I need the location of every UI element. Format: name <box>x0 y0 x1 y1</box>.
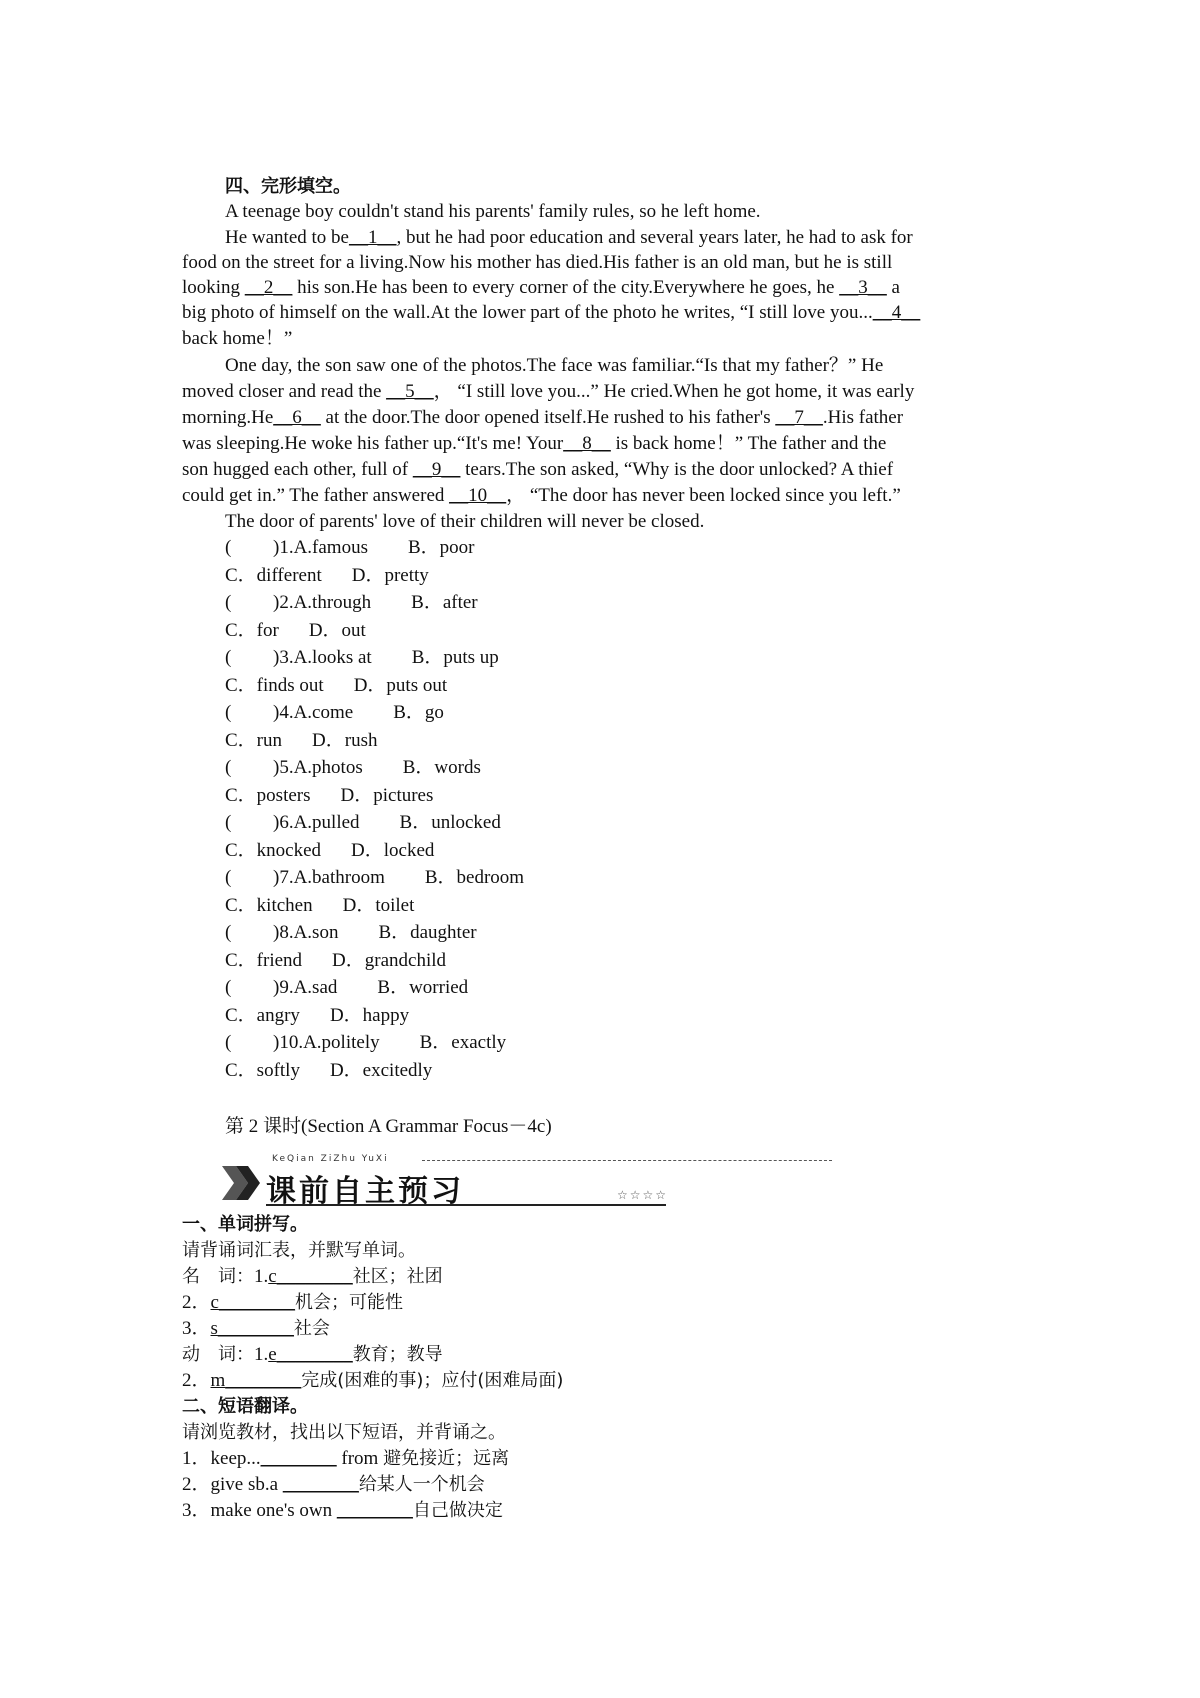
phrase-blank: ________ <box>336 1500 413 1521</box>
question-line-ab: ( )5.A.photos B．words <box>225 757 481 778</box>
option-c: C．friend <box>225 950 303 971</box>
option-d: D．out <box>308 620 366 641</box>
option-c: C．kitchen <box>225 895 313 916</box>
passage-line: morning.He__6__ at the door.The door opened itself.He rushed to his father's __7__.His father <box>182 407 904 428</box>
passage-line: was sleeping.He woke his father up.“It's me! Your__8__ is back home！” The father and the <box>182 433 887 454</box>
option-d: D．puts out <box>353 675 448 696</box>
option-d: D．pretty <box>351 565 429 586</box>
answer-paren[interactable]: ( <box>225 977 232 998</box>
option-a: A.politely <box>303 1032 380 1053</box>
cloze-blank-1: __1__ <box>348 227 397 248</box>
answer-paren[interactable]: ( <box>225 592 232 613</box>
question-line-cd <box>225 785 433 807</box>
part1-heading: 一、单词拼写。 <box>182 1214 308 1235</box>
word-blank: ________ <box>276 1266 353 1287</box>
passage-line: One day, the son saw one of the photos.The face was familiar.“Is that my father？” He <box>225 355 884 376</box>
option-a: A.looks at <box>293 647 372 668</box>
cloze-blank-9: __9__ <box>412 459 461 480</box>
cloze-blank-8: __8__ <box>563 433 611 454</box>
answer-paren[interactable]: ( <box>225 757 232 778</box>
option-d: D．locked <box>351 840 435 861</box>
section-banner <box>222 1154 668 1209</box>
option-d: D．grandchild <box>332 950 447 971</box>
banner-dashed-rule <box>422 1160 832 1161</box>
verb-item: 动 词：1.e________教育；教导 <box>182 1344 443 1365</box>
answer-paren[interactable]: ( <box>225 702 232 723</box>
word-blank: ________ <box>218 1292 295 1313</box>
cloze-blank-10: __10__ <box>449 485 507 506</box>
question-line-cd <box>225 840 434 862</box>
question-line-ab: ( )1.A.famous B．poor <box>225 537 475 558</box>
passage-line: food on the street for a living.Now his mother has died.His father is an old man, but he is still <box>182 252 893 273</box>
option-c: C．softly <box>225 1060 300 1081</box>
question-line-cd <box>225 895 414 917</box>
phrase-blank: ________ <box>282 1474 359 1495</box>
option-c: C．posters <box>225 785 311 806</box>
cloze-blank-5: __5__ <box>386 381 434 402</box>
phrase-item: 1．keep...________ from 避免接近；远离 <box>182 1448 510 1469</box>
passage-line: He wanted to be__1__, but he had poor education and several years later, he had to ask for <box>225 227 913 248</box>
passage-line: son hugged each other, full of __9__ tears.The son asked, “Why is the door unlocked? A thief <box>182 459 894 480</box>
question-line-ab: ( )8.A.son B．daughter <box>225 922 477 943</box>
banner-rule <box>266 1204 666 1206</box>
question-line-cd <box>225 1005 409 1027</box>
option-b: B．puts up <box>411 647 499 668</box>
option-a: A.come <box>293 702 354 723</box>
answer-paren[interactable]: ( <box>225 922 232 943</box>
banner-subtitle: KeQian ZiZhu YuXi <box>272 1154 389 1164</box>
cloze-blank-6: __6__ <box>273 407 321 428</box>
passage-line: back home！” <box>182 328 293 349</box>
option-b: B．go <box>393 702 444 723</box>
word-blank: ________ <box>217 1318 294 1339</box>
passage-line: could get in.” The father answered __10__， “The door has never been locked since you left.” <box>182 485 901 506</box>
option-b: B．poor <box>407 537 475 558</box>
option-c: C．for <box>225 620 279 641</box>
question-line-cd <box>225 565 429 587</box>
option-d: D．happy <box>329 1005 410 1026</box>
section-heading: 四、完形填空。 <box>225 176 351 197</box>
option-d: D．excitedly <box>329 1060 433 1081</box>
phrase-item: 2．give sb.a ________给某人一个机会 <box>182 1474 485 1495</box>
option-b: B．bedroom <box>424 867 525 888</box>
option-d: D．pictures <box>340 785 434 806</box>
option-a: A.photos <box>293 757 363 778</box>
option-b: B．unlocked <box>399 812 501 833</box>
question-line-ab: ( )4.A.come B．go <box>225 702 444 723</box>
word-blank: ________ <box>276 1344 353 1365</box>
option-a: A.pulled <box>293 812 360 833</box>
question-line-ab: ( )6.A.pulled B．unlocked <box>225 812 501 833</box>
answer-paren[interactable]: ( <box>225 537 232 558</box>
passage-line: big photo of himself on the wall.At the lower part of the photo he writes, “I still love you...__4__ <box>182 302 921 323</box>
option-c: C．knocked <box>225 840 322 861</box>
answer-paren[interactable]: ( <box>225 647 232 668</box>
part2-heading: 二、短语翻译。 <box>182 1396 308 1417</box>
option-c: C．different <box>225 565 322 586</box>
option-a: A.through <box>293 592 372 613</box>
answer-paren[interactable]: ( <box>225 812 232 833</box>
noun-item: 名 词：1.c________社区；社团 <box>182 1266 443 1287</box>
question-line-cd <box>225 620 366 642</box>
noun-item: 2．c________机会；可能性 <box>182 1292 403 1313</box>
option-b: B．worried <box>377 977 469 998</box>
answer-paren[interactable]: ( <box>225 1032 232 1053</box>
cloze-blank-2: __2__ <box>244 277 293 298</box>
question-line-ab: ( )3.A.looks at B．puts up <box>225 647 499 668</box>
passage-line: looking __2__ his son.He has been to every corner of the city.Everywhere he goes, he __3__ a <box>182 277 900 298</box>
option-d: D．rush <box>312 730 378 751</box>
phrase-item: 3．make one's own ________自己做决定 <box>182 1500 503 1521</box>
verb-item: 2．m________完成(困难的事)；应付(困难局面) <box>182 1370 564 1391</box>
banner-title: 课前自主预习 <box>266 1174 464 1209</box>
star-rating-icon: ☆☆☆☆ <box>616 1188 668 1202</box>
part1-instruction: 请背诵词汇表，并默写单词。 <box>182 1240 416 1261</box>
option-a: A.son <box>293 922 339 943</box>
option-b: B．after <box>411 592 478 613</box>
option-d: D．toilet <box>342 895 415 916</box>
question-line-cd <box>225 675 447 697</box>
question-line-cd <box>225 1060 432 1082</box>
option-a: A.sad <box>293 977 338 998</box>
question-line-cd <box>225 950 446 972</box>
option-a: A.famous <box>293 537 368 558</box>
cloze-blank-3: __3__ <box>839 277 887 298</box>
passage-intro: A teenage boy couldn't stand his parents' family rules, so he left home. <box>225 201 761 222</box>
question-line-ab: ( )10.A.politely B．exactly <box>225 1032 507 1053</box>
option-b: B．words <box>402 757 481 778</box>
lesson-title: 第 2 课时(Section A Grammar Focus－4c) <box>225 1116 552 1137</box>
word-blank: ________ <box>225 1370 302 1391</box>
passage-line: moved closer and read the __5__， “I still love you...” He cried.When he got home, it was early <box>182 381 915 402</box>
option-c: C．angry <box>225 1005 300 1026</box>
option-b: B．daughter <box>378 922 477 943</box>
cloze-blank-4: __4__ <box>872 302 921 323</box>
option-a: A.bathroom <box>293 867 385 888</box>
noun-item: 3．s________社会 <box>182 1318 330 1339</box>
cloze-blank-7: __7__ <box>775 407 823 428</box>
passage-closing: The door of parents' love of their children will never be closed. <box>225 511 705 532</box>
question-line-ab: ( )9.A.sad B．worried <box>225 977 469 998</box>
question-line-ab: ( )7.A.bathroom B．bedroom <box>225 867 525 888</box>
question-line-cd <box>225 730 377 752</box>
phrase-blank: ________ <box>260 1448 337 1469</box>
question-line-ab: ( )2.A.through B．after <box>225 592 478 613</box>
option-b: B．exactly <box>419 1032 507 1053</box>
option-c: C．run <box>225 730 283 751</box>
part2-instruction: 请浏览教材，找出以下短语，并背诵之。 <box>182 1422 506 1443</box>
double-chevron-icon <box>222 1164 262 1202</box>
option-c: C．finds out <box>225 675 324 696</box>
answer-paren[interactable]: ( <box>225 867 232 888</box>
